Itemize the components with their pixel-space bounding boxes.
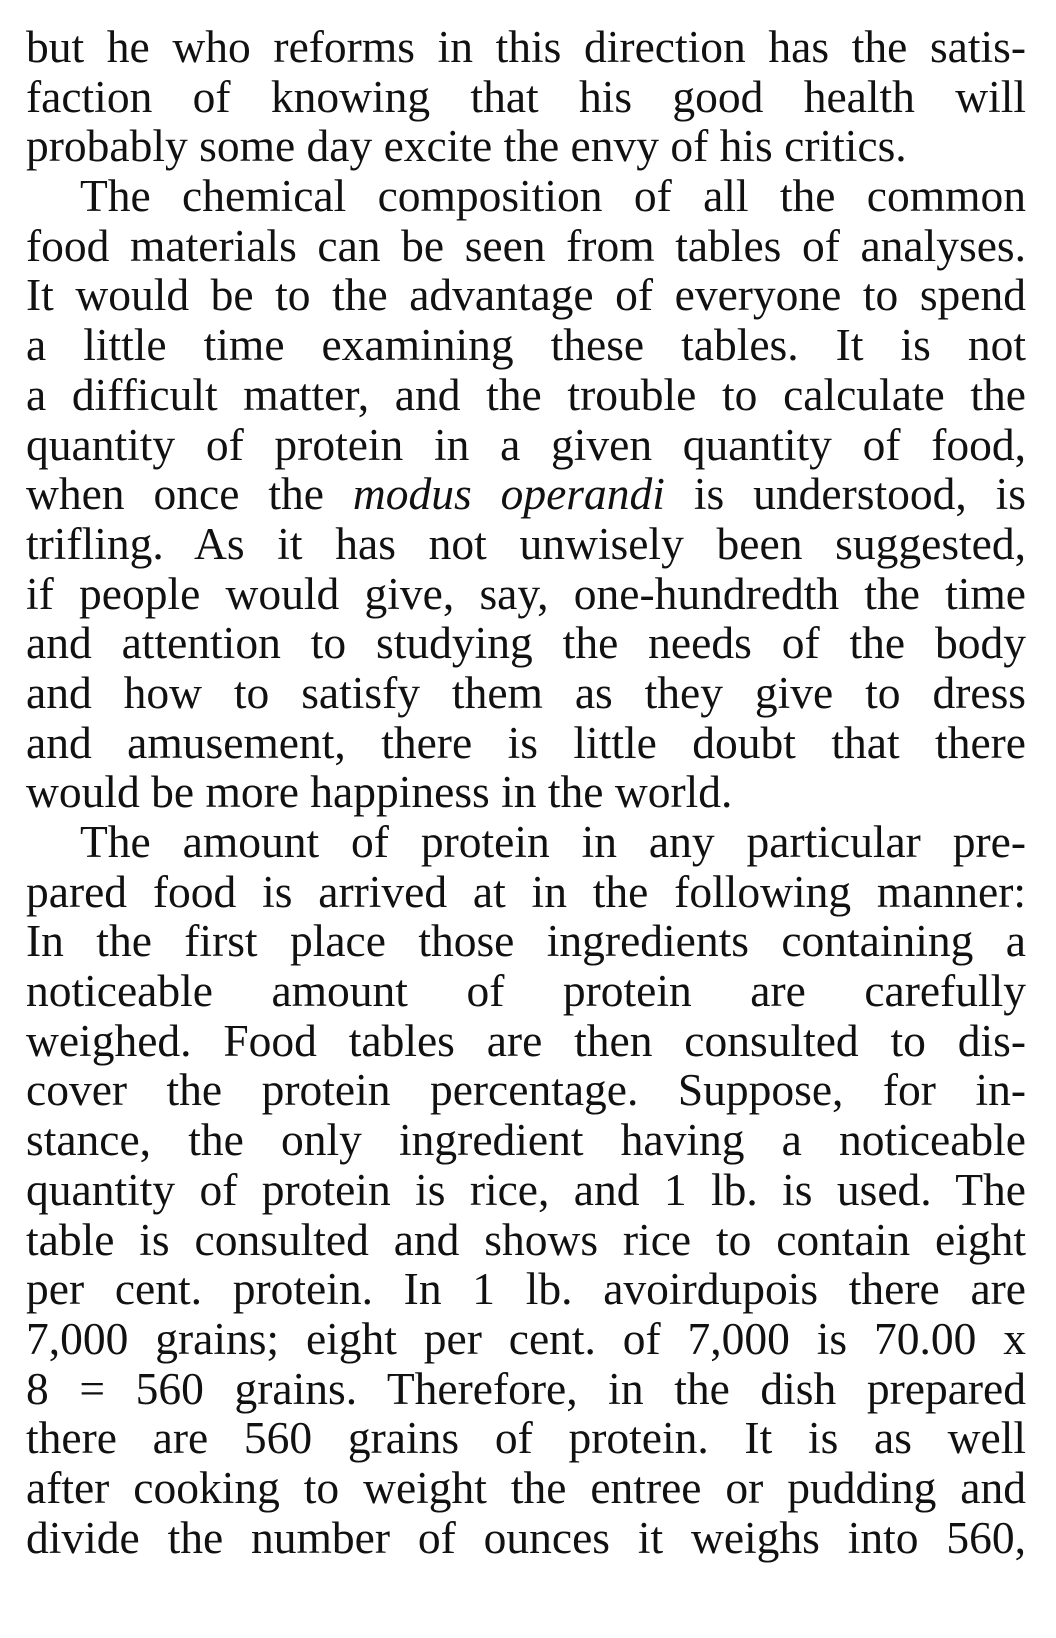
text-line: quantity of protein is rice, and 1 lb. is used. The (26, 1163, 1026, 1215)
text-line: food materials can be seen from tables of analyses. (26, 219, 1026, 271)
text-segment: when once the (26, 468, 353, 520)
paragraph-3 (26, 817, 1026, 1562)
text-line: It would be to the advantage of everyone to spend (26, 269, 1026, 321)
text-line: faction of knowing that his good health will (26, 70, 1026, 122)
paragraph-1 (26, 22, 1026, 171)
text-line: 8 = 560 grains. Therefore, in the dish prepared (26, 1362, 1026, 1414)
text-line: trifling. As it has not unwisely been suggested, (26, 517, 1026, 569)
text-line: divide the number of ounces it weighs into 560, (26, 1511, 1026, 1563)
paragraph-2 (26, 171, 1026, 817)
text-line: table is consulted and shows rice to contain eight (26, 1213, 1026, 1265)
text-line: and amusement, there is little doubt that there (26, 716, 1026, 768)
text-line: The chemical composition of all the common (80, 170, 1026, 222)
text-line: In the first place those ingredients containing a (26, 915, 1026, 967)
text-line: a little time examining these tables. It is not (26, 319, 1026, 371)
text-line: probably some day excite the envy of his critics. (26, 120, 907, 172)
italic-phrase: modus operandi (352, 468, 665, 520)
text-line: if people would give, say, one-hundredth the time (26, 567, 1026, 619)
text-line: quantity of protein in a given quantity of food, (26, 418, 1026, 470)
text-line: would be more happiness in the world. (26, 766, 733, 818)
text-line: and how to satisfy them as they give to dress (26, 666, 1026, 718)
text-line: there are 560 grains of protein. It is as well (26, 1412, 1026, 1464)
text-line: noticeable amount of protein are carefully (26, 965, 1026, 1017)
text-line: per cent. protein. In 1 lb. avoirdupois there are (26, 1263, 1026, 1315)
text-line: stance, the only ingredient having a noticeable (26, 1114, 1026, 1166)
text-line: and attention to studying the needs of the body (26, 617, 1026, 669)
text-line: pared food is arrived at in the following manner: (26, 865, 1026, 917)
text-line-with-italic (26, 469, 1026, 519)
text-line: 7,000 grains; eight per cent. of 7,000 is 70.00 x (26, 1312, 1026, 1364)
text-line: cover the protein percentage. Suppose, for in- (26, 1064, 1026, 1116)
text-line: The amount of protein in any particular pre- (80, 816, 1026, 867)
text-line: after cooking to weight the entree or pudding and (26, 1461, 1026, 1513)
book-page (26, 22, 1026, 1616)
text-line: a difficult matter, and the trouble to calculate the (26, 368, 1026, 420)
text-segment: is understood, is (664, 468, 1027, 520)
text-line: but he who reforms in this direction has the satis- (26, 21, 1026, 72)
text-line: weighed. Food tables are then consulted to dis- (26, 1014, 1026, 1066)
